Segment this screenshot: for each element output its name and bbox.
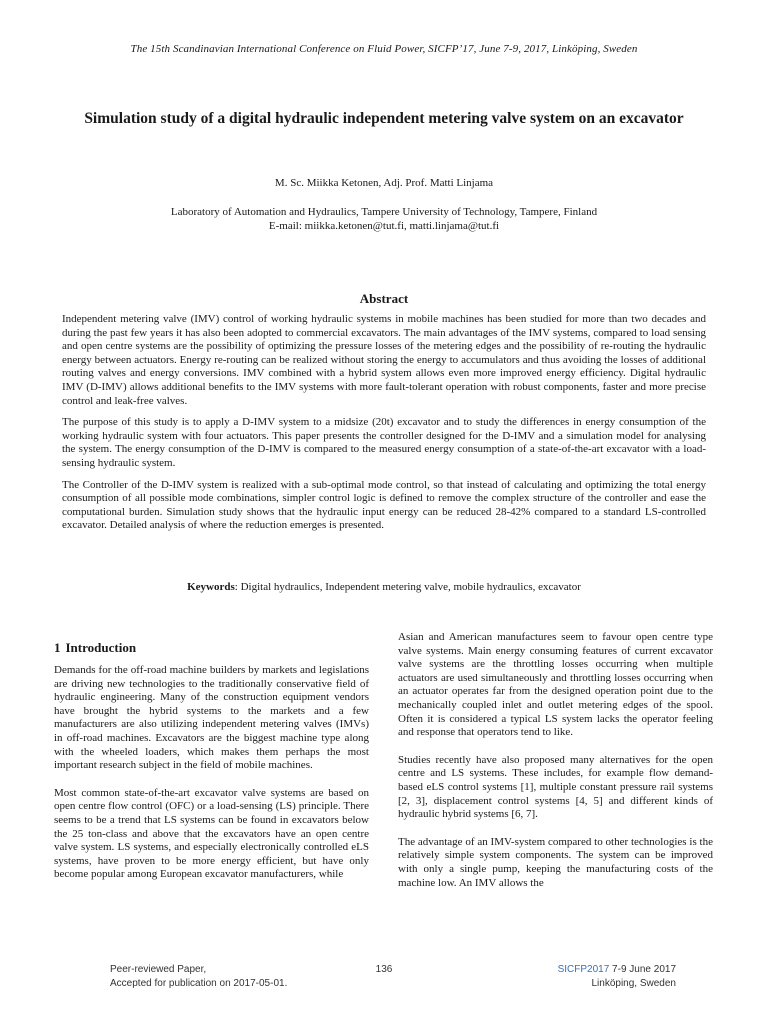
column-right [398,631,713,904]
affiliation-block [0,205,768,233]
footer-review-line2: Accepted for publication on 2017-05-01. [110,978,288,989]
body-paragraph: Asian and American manufactures seem to favour open centre type valve systems. Main energy consuming features of current excavator valve systems are the throttling losses occurring when multiple actuators are used simultaneously and throttling losses occurring when an actuator operates far from the designed operation point due to the mechanically coupled inlet and outlet metering edges of the spool. Often it is considered a typical LS system lacks the operator feeling and response that operators tend to like. [398,631,713,739]
footer-conference-info [558,963,676,991]
footer-conference-acronym: SICFP2017 [557,964,610,975]
footer-review-line1: Peer-reviewed Paper, [110,964,207,975]
author-emails: E-mail: miikka.ketonen@tut.fi, matti.linjama@tut.fi [268,220,500,232]
abstract-heading: Abstract [359,291,409,306]
body-paragraph: The advantage of an IMV-system compared to other technologies is the relatively simple system components. The system can be improved with only a single pump, keeping the manufacturing costs of the machine low. An IMV allows the [398,835,713,889]
keywords-line [0,581,768,593]
column-left [54,640,369,896]
body-paragraph: Most common state-of-the-art excavator valve systems are based on open centre flow control (OFC) or a load-sensing (LS) principle. There seems to be a trend that LS systems can be found in excavators below the 25 ton-class and above that the excavators have an open centre valve system. LS systems, and especially electronically controlled eLS systems, have proven to be more energy efficient, but have only become popular among European excavator manufacturers, while [54,786,369,881]
paper-title: Simulation study of a digital hydraulic independent metering valve system on an excavator [84,110,684,127]
section-number: 1 [54,640,61,655]
keywords-text: : Digital hydraulics, Independent metering valve, mobile hydraulics, excavator [234,581,581,593]
body-paragraph: Studies recently have also proposed many alternatives for the open centre and LS systems. These includes, for example flow demand-based eLS control systems [1], multiple constant pressure rail systems [2, 3], displacement control systems [4, 5] and different kinds of hydraulic hybrid systems [6, 7]. [398,753,713,821]
footer-conference-line1 [558,963,676,977]
abstract-paragraph: The Controller of the D-IMV system is realized with a sub-optimal mode control, so that instead of calculating and optimizing the total energy consumption of all possible mode combinations, simpler control logic is defined to remove the complex structure of the controller and ease the computational burden. Simulation study shows that the hydraulic input energy can be reduced 28-42% compared to a standard LS-controlled excavator. Detailed analysis of where the reduction emerges is presented. [62,478,706,532]
paper-authors: M. Sc. Miikka Ketonen, Adj. Prof. Matti Linjama [274,177,494,189]
affiliation: Laboratory of Automation and Hydraulics, Tampere University of Technology, Tampere, Finland [170,206,598,218]
conference-header: The 15th Scandinavian International Conference on Fluid Power, SICFP’17, June 7-9, 2017, Linköping, Sweden [130,43,638,55]
footer-conference-location: Linköping, Sweden [591,978,676,989]
page-number: 136 [375,964,393,975]
abstract-body [62,313,706,541]
abstract-paragraph: Independent metering valve (IMV) control of working hydraulic systems in mobile machines has been studied for more than two decades and during the past few years it has also been adopted to commercial excavators. The main advantages of the IMV systems, compared to load sensing and open centre systems are the possibility of optimizing the pressure losses of the metering edges and the possibility of re-routing the hydraulic energy between actuators. Energy re-routing can be realized without storing the energy to accumulators and thus avoiding the losses of additional routing valves and energy conversions. IMV combined with a hybrid system allows even more improved energy efficiency. Digital hydraulic IMV (D-IMV) allows additional benefits to the IMV systems with more fault-tolerant operation with robust components, faster and more precise control and leak-free valves. [62,313,706,407]
body-paragraph: Demands for the off-road machine builders by markets and legislations are driving new technologies to the traditionally conservative field of hydraulic engineering. Many of the construction equipment vendors have brought the hybrid systems to the markets and a few manufacturers are also utilizing independent metering valves (IMVs) in off-road machines. Excavators are the biggest machine type along with the wheeled loaders, which makes them perhaps the most important research subject in the field of mobile machines. [54,664,369,772]
section-title: Introduction [65,640,137,655]
abstract-paragraph: The purpose of this study is to apply a D-IMV system to a midsize (20t) excavator and to study the differences in energy consumption of the working hydraulic system with four actuators. This paper presents the controller designed for the D-IMV and a simulation model for analysing the system. The energy consumption of the D-IMV is compared to the measured energy consumption of a state-of-the-art excavator with a load-sensing hydraulic system. [62,416,706,469]
keywords-label: Keywords [187,581,235,593]
section-heading-introduction [54,640,369,656]
footer-conference-date: 7-9 June 2017 [609,964,676,975]
